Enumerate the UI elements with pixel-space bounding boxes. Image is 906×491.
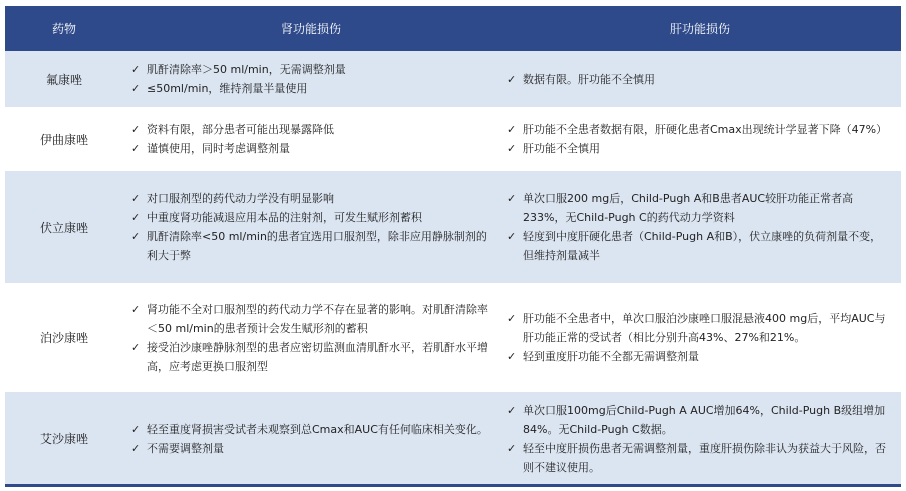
hepatic-note: 单次口服100mg后Child-Pugh A AUC增加64%，Child-Pugh B级组增加84%。无Child-Pugh C数据。 — [523, 403, 886, 436]
checkmark-icon: ✓ — [131, 192, 141, 206]
list-item — [131, 189, 489, 208]
renal-note: 资料有限，部分患者可能出现暴露降低 — [147, 123, 334, 136]
checkmark-icon: ✓ — [507, 230, 517, 244]
renal-note: ≤50ml/min，维持剂量半量使用 — [147, 82, 308, 96]
checkmark-icon: ✓ — [507, 441, 517, 455]
checkmark-icon: ✓ — [131, 211, 141, 225]
renal-note: 肌酐清除率<50 ml/min的患者宜选用口服剂型，除非应用静脉制剂的利大于弊 — [147, 230, 487, 263]
renal-note: 肾功能不全对口服剂型的药代动力学不存在显著的影响。对肌酐清除率＜50 ml/min的患者预计会发生赋形剂的蓄积 — [147, 302, 488, 335]
renal-cell — [123, 107, 499, 170]
hepatic-cell — [499, 107, 901, 170]
list-item — [131, 120, 489, 139]
header-drug: 药物 — [5, 6, 123, 51]
list-item — [507, 401, 891, 439]
renal-note: 肌酐清除率＞50 ml/min，无需调整剂量 — [147, 63, 346, 77]
drug-name: 伊曲康唑 — [39, 132, 88, 147]
hepatic-cell — [499, 392, 901, 486]
list-item — [507, 347, 891, 366]
table-row — [5, 283, 901, 391]
renal-note: 中重度肾功能减退应用本品的注射剂，可发生赋形剂蓄积 — [147, 211, 422, 225]
hepatic-note: 轻至中度肝损伤患者无需调整剂量，重度肝损伤除非认为获益大于风险，否则不建议使用。 — [523, 441, 886, 474]
list-item — [131, 439, 489, 458]
renal-note: 不需要调整剂量 — [147, 441, 224, 455]
drug-name: 艾沙康唑 — [39, 432, 88, 447]
table-body — [5, 51, 901, 486]
hepatic-cell — [499, 283, 901, 391]
list-item — [507, 439, 891, 477]
checkmark-icon: ✓ — [131, 422, 141, 436]
renal-cell — [123, 51, 499, 107]
table-row — [5, 51, 901, 107]
renal-note: 谨慎使用，同时考虑调整剂量 — [147, 142, 290, 155]
renal-note: 对口服剂型的药代动力学没有明显影响 — [147, 192, 334, 206]
table-header-row — [5, 6, 901, 51]
checkmark-icon: ✓ — [507, 123, 517, 136]
list-item — [507, 120, 891, 139]
checkmark-icon: ✓ — [131, 82, 141, 96]
checkmark-icon: ✓ — [131, 340, 141, 354]
hepatic-note: 肝功能不全慎用 — [523, 142, 600, 155]
header-renal: 肾功能损伤 — [123, 6, 499, 51]
drug-name: 泊沙康唑 — [39, 331, 88, 346]
hepatic-note: 肝功能不全患者数据有限，肝硬化患者Cmax出现统计学显著下降（47%） — [523, 123, 888, 136]
list-item — [131, 338, 489, 376]
hepatic-cell — [499, 171, 901, 284]
hepatic-cell — [499, 51, 901, 107]
header-hepatic: 肝功能损伤 — [499, 6, 901, 51]
table-row — [5, 171, 901, 284]
checkmark-icon: ✓ — [507, 403, 517, 417]
hepatic-note: 单次口服200 mg后，Child-Pugh A和B患者AUC较肝功能正常者高233%，无Child-Pugh C的药代动力学资料 — [523, 192, 854, 225]
checkmark-icon: ✓ — [131, 302, 141, 316]
list-item — [131, 208, 489, 227]
renal-note: 接受泊沙康唑静脉剂型的患者应密切监测血清肌酐水平，若肌酐水平增高，应考虑更换口服剂型 — [147, 340, 488, 373]
checkmark-icon: ✓ — [131, 441, 141, 455]
checkmark-icon: ✓ — [131, 123, 141, 136]
list-item — [507, 227, 891, 265]
hepatic-note: 肝功能不全患者中，单次口服泊沙康唑口服混悬液400 mg后，平均AUC与肝功能正常的受试者（相比分别升高43%、27%和21%。 — [523, 312, 886, 345]
list-item — [131, 420, 489, 439]
list-item — [131, 60, 489, 79]
renal-note: 轻至重度肾损害受试者未观察到总Cmax和AUC有任何临床相关变化。 — [147, 422, 488, 436]
checkmark-icon: ✓ — [507, 350, 517, 364]
checkmark-icon: ✓ — [507, 192, 517, 206]
hepatic-note: 轻到重度肝功能不全都无需调整剂量 — [523, 350, 699, 364]
list-item — [131, 300, 489, 338]
renal-cell — [123, 171, 499, 284]
hepatic-note: 数据有限。肝功能不全慎用 — [523, 72, 655, 86]
renal-cell — [123, 283, 499, 391]
list-item — [131, 79, 489, 98]
table-row — [5, 107, 901, 170]
list-item — [507, 70, 891, 89]
checkmark-icon: ✓ — [131, 230, 141, 244]
list-item — [507, 139, 891, 158]
drug-name: 氟康唑 — [45, 72, 82, 87]
list-item — [131, 139, 489, 158]
list-item — [131, 227, 489, 265]
list-item — [507, 309, 891, 347]
table-row — [5, 392, 901, 486]
bottom-rule — [5, 484, 901, 487]
hepatic-note: 轻度到中度肝硬化患者（Child-Pugh A和B），伏立康唑的负荷剂量不变，但维持剂量减半 — [523, 230, 882, 263]
checkmark-icon: ✓ — [507, 142, 517, 155]
checkmark-icon: ✓ — [131, 63, 141, 77]
renal-cell — [123, 392, 499, 486]
checkmark-icon: ✓ — [507, 312, 517, 326]
checkmark-icon: ✓ — [131, 142, 141, 155]
list-item — [507, 189, 891, 227]
drug-comparison-table — [5, 6, 901, 486]
drug-name: 伏立康唑 — [39, 220, 88, 235]
checkmark-icon: ✓ — [507, 72, 517, 86]
